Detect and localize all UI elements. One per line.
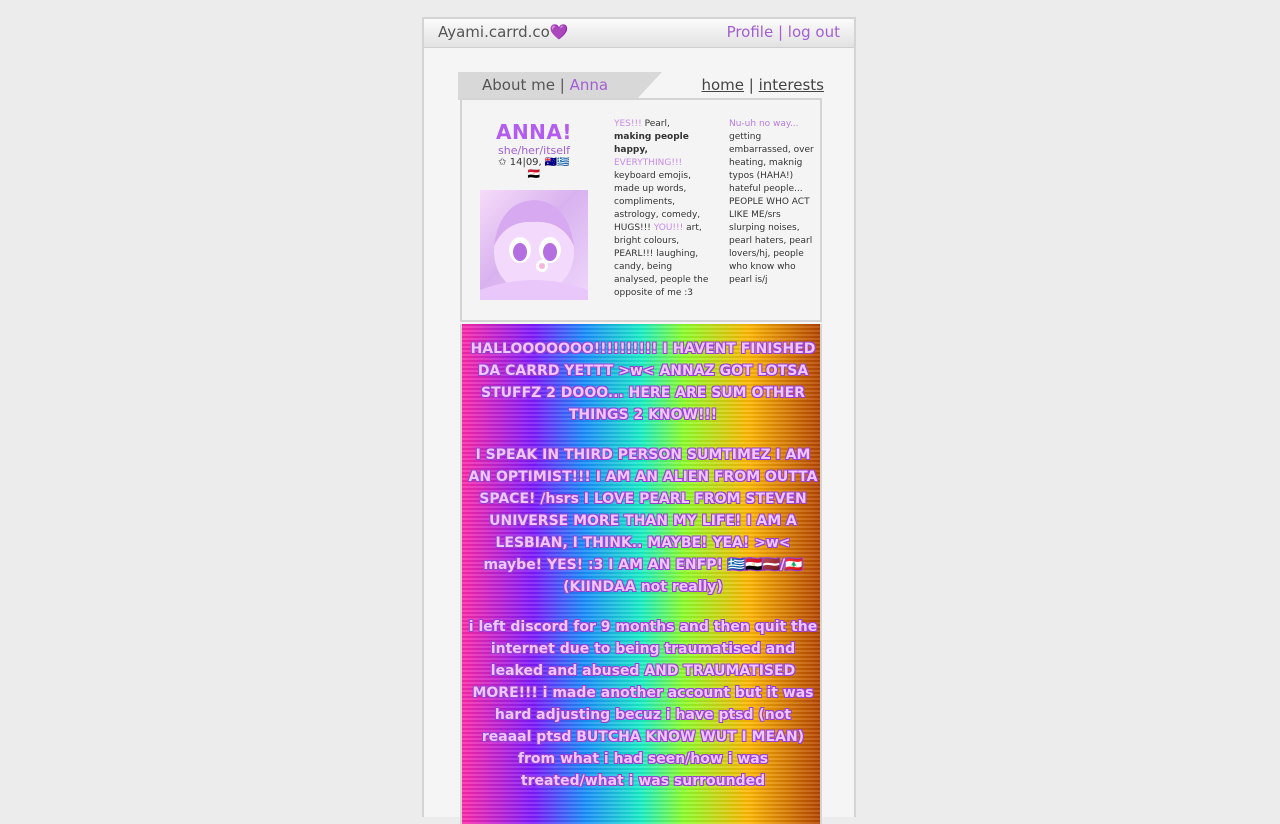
rainbow-text [468,338,818,810]
purple-heart-icon: 💜 [549,23,569,41]
profile-flag-line: 🇪🇬 [527,169,541,180]
pronouns: she/her/itself [498,144,570,157]
likes-yes: YES!!! [614,119,642,129]
likes-you: YOU!!! [653,223,684,233]
dislikes-column [729,118,815,287]
likes-list-1: keyboard emojis, made up words, compliments, astrology, comedy, HUGS!!! [614,171,701,233]
avatar-illustration [480,190,588,300]
tab-row [458,72,824,100]
profile-info-line: ✩ 14|09, 🇦🇺🇬🇷 [498,157,570,168]
about-tab-label [482,76,608,94]
likes-list-2: art, bright colours, PEARL!!! laughing, candy, being analysed, people the opposite of me :3 [614,223,709,298]
rainbow-panel [460,324,822,824]
dislikes-header: Nu-uh no way... [729,119,799,129]
page-nav [702,76,825,94]
profile-card [460,98,822,322]
profile-name: ANNA! [495,120,573,144]
nav-separator: | [744,76,759,94]
dislikes-list: getting embarrassed, over heating, maknig typos (HAHA!) hateful people... PEOPLE WHO ACT LIKE ME/srs slurping noises, pearl haters, pearl lovers/hj, people who know who pearl is/j [729,132,814,285]
top-links [727,23,840,41]
likes-everything: EVERYTHING!!! [614,158,683,168]
about-label: About me [482,76,555,94]
carrd-frame [422,17,856,817]
logout-link[interactable]: log out [787,23,840,41]
profile-link[interactable]: Profile [726,23,774,41]
tab-separator: | [554,76,570,94]
link-separator: | [773,23,788,41]
tab-name: Anna [569,76,609,94]
site-title-text: Ayami.carrd.co [438,23,550,41]
rainbow-paragraph-3: i left discord for 9 months and then quit the internet due to being traumatised and leaked and abused AND TRAUMATISED MORE!!! i made another account but it was hard adjusting becuz i have ptsd (not reaaal ptsd BUTCHA KNOW WUT I MEAN) from what i had seen/how i was treated/what i was surrounded [468,619,818,789]
profile-header [480,120,588,181]
top-bar [424,19,854,48]
interests-link[interactable]: interests [758,76,824,94]
rainbow-paragraph-1: HALLOOOOOOO!!!!!!!!!! I HAVENT FINISHED DA CARRD YETTT >w< ANNAZ GOT LOTSA STUFFZ 2 DOOO... HERE ARE SUM OTHER THINGS 2 KNOW!!! [470,341,816,423]
likes-column [614,118,710,300]
site-title[interactable] [438,23,569,41]
likes-pearl: Pearl, [641,119,670,129]
avatar-image [480,190,588,300]
likes-bold: making people happy, [614,132,689,155]
home-link[interactable]: home [701,76,745,94]
rainbow-paragraph-2: I SPEAK IN THIRD PERSON SUMTIMEZ I AM AN OPTIMIST!!! I AM AN ALIEN FROM OUTTA SPACE! /hsrs I LOVE PEARL FROM STEVEN UNIVERSE MORE THAN MY LIFE! I AM A LESBIAN, I THINK.. MAYBE! YEA! >w< maybe! YES! :3 I AM AN ENFP! 🇬🇷🇪🇬🇱🇻/🇱🇧(KIINDAA not really) [468,447,818,595]
about-tab[interactable] [458,72,636,100]
